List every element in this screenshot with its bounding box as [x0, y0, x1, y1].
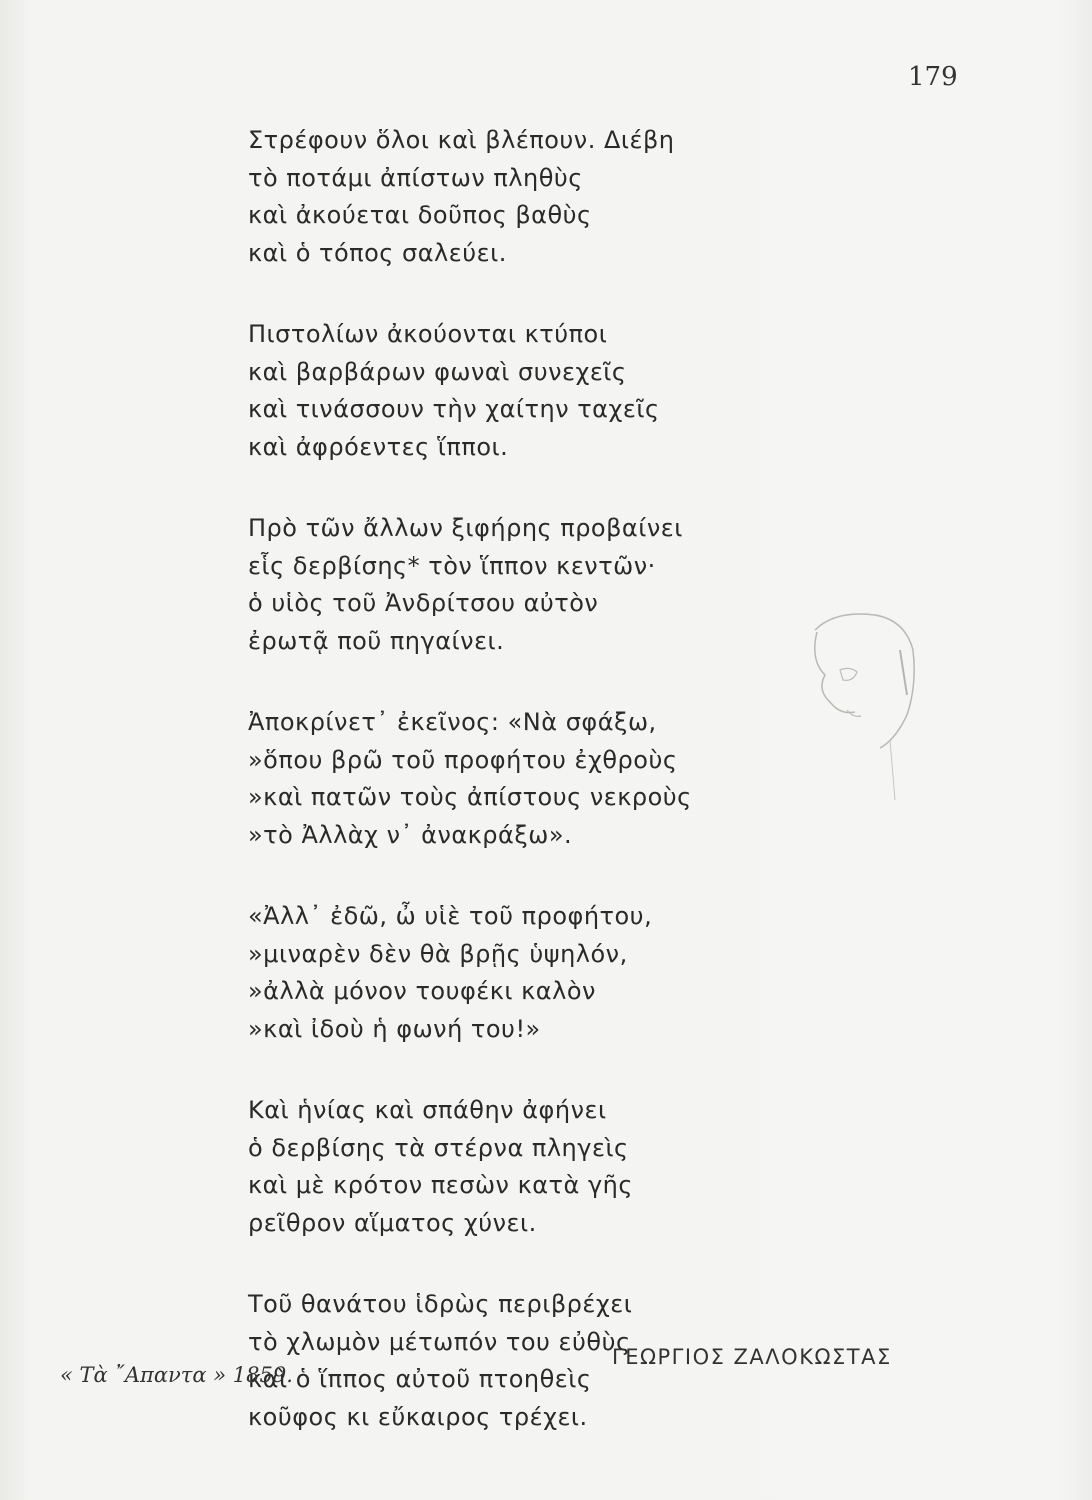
poem-line: τὸ ποτάμι ἀπίστων πληθὺς: [248, 163, 583, 192]
poem-line: καὶ ἀφρόεντες ἵπποι.: [248, 432, 509, 461]
poem-line: καὶ τινάσσουν τὴν χαίτην ταχεῖς: [248, 395, 660, 423]
pencil-sketch-icon: [795, 590, 955, 810]
poem-line: Τοῦ θανάτου ἱδρὼς περιβρέχει: [248, 1290, 633, 1318]
poem-line: »τὸ Ἀλλὰχ ν᾽ ἀνακράξω».: [248, 820, 573, 849]
stanza: [248, 316, 808, 466]
poem-line: ὁ δερβίσης τὰ στέρνα πληγεὶς: [248, 1133, 629, 1162]
poem-line: εἷς δερβίσης* τὸν ἵππον κεντῶν·: [248, 551, 656, 580]
poem-line: Καὶ ἡνίας καὶ σπάθην ἀφήνει: [248, 1096, 607, 1124]
stanza: [248, 704, 808, 854]
stanza: [248, 898, 808, 1048]
poem-line: ρεῖθρον αἵματος χύνει.: [248, 1208, 537, 1237]
poem-line: Πιστολίων ἀκούονται κτύποι: [248, 320, 608, 348]
stanza: [248, 510, 808, 660]
poem-line: καὶ ὁ τόπος σαλεύει.: [248, 238, 507, 267]
stanza: [248, 122, 808, 272]
poem-line: Ἀποκρίνετ᾽ ἐκεῖνος: «Νὰ σφάξω,: [248, 708, 657, 736]
poem-line: »καὶ πατῶν τοὺς ἀπίστους νεκροὺς: [248, 783, 692, 811]
poem-line: ὁ υἱὸς τοῦ Ἀνδρίτσου αὐτὸν: [248, 589, 599, 617]
poem-line: τὸ χλωμὸν μέτωπόν του εὐθὺς: [248, 1327, 631, 1356]
stanza: [248, 1092, 808, 1242]
poem-line: »μιναρὲν δὲν θὰ βρῇς ὑψηλόν,: [248, 939, 628, 968]
poem: [248, 122, 808, 1480]
poem-line: καὶ ὁ ἵππος αὐτοῦ πτοηθεὶς: [248, 1365, 592, 1393]
poem-line: καὶ ἀκούεται δοῦπος βαθὺς: [248, 201, 592, 229]
poem-line: »ἀλλὰ μόνον τουφέκι καλὸν: [248, 977, 596, 1005]
poem-line: καὶ μὲ κρότον πεσὼν κατὰ γῆς: [248, 1171, 633, 1199]
poem-line: »ὅπου βρῶ τοῦ προφήτου ἐχθροὺς: [248, 745, 678, 774]
poem-line: κοῦφος κι εὔκαιρος τρέχει.: [248, 1402, 588, 1431]
page-number: 179: [908, 62, 958, 92]
poem-line: »καὶ ἰδοὺ ἡ φωνή του!»: [248, 1014, 541, 1043]
poem-line: «Ἀλλ᾽ ἐδῶ, ὦ υἱὲ τοῦ προφήτου,: [248, 902, 653, 930]
author-name: ΓΕΩΡΓΙΟΣ ΖΑΛΟΚΩΣΤΑΣ: [612, 1345, 892, 1369]
source-citation: « Τὰ ῎Απαντα » 1859.: [60, 1363, 293, 1387]
poem-line: Πρὸ τῶν ἄλλων ξιφήρης προβαίνει: [248, 514, 683, 542]
poem-line: Στρέφουν ὅλοι καὶ βλέπουν. Διέβη: [248, 126, 675, 154]
poem-line: ἐρωτᾷ ποῦ πηγαίνει.: [248, 626, 505, 655]
poem-line: καὶ βαρβάρων φωναὶ συνεχεῖς: [248, 357, 627, 386]
